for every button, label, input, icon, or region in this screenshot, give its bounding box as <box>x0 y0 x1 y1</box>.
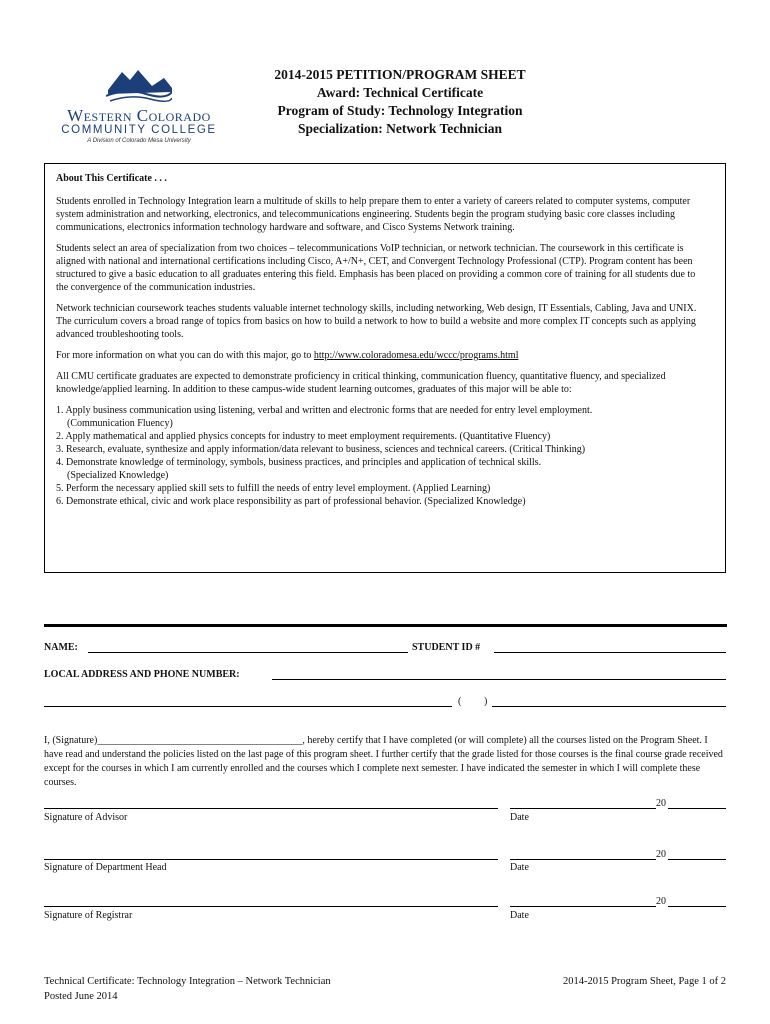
about-paragraph-3: Network technician coursework teaches students valuable internet technology skills, including networking, Web design, IT Essentials, Cabling, Java and UNIX. The curriculum covers a broad range of topics from basics on how to build a network to how to build a website and more complex IT concepts such as applying advanced troubleshooting tools. <box>56 303 697 340</box>
outcome-item: (Communication Fluency) <box>67 418 173 429</box>
outcome-item: 6. Demonstrate ethical, civic and work place responsibility as part of professional behavior. (Specialized Knowledge) <box>56 496 526 507</box>
outcome-item: 1. Apply business communication using listening, verbal and written and electronic forms that are needed for entry level employment. <box>56 405 593 416</box>
registrar-date-field[interactable] <box>510 906 656 907</box>
programs-link[interactable]: http://www.coloradomesa.edu/wccc/programs.html <box>313 350 519 361</box>
registrar-year-field[interactable] <box>668 906 726 907</box>
advisor-date-field[interactable] <box>510 808 656 809</box>
address-field-line-2[interactable] <box>44 706 452 707</box>
advisor-signature-label: Signature of Advisor <box>44 812 128 823</box>
address-label: LOCAL ADDRESS AND PHONE NUMBER: <box>44 669 240 680</box>
title-line-2: Award: Technical Certificate <box>316 85 484 100</box>
department-head-signature-label: Signature of Department Head <box>44 862 167 873</box>
department-head-year-prefix: 20 <box>656 849 666 860</box>
outcome-item: 5. Perform the necessary applied skill sets to fulfill the needs of entry level employment. (Applied Learning) <box>56 483 491 494</box>
phone-close-paren: ) <box>484 696 488 707</box>
footer-posted-date: Posted June 2014 <box>44 991 118 1002</box>
title-line-1: 2014-2015 PETITION/PROGRAM SHEET <box>274 67 526 82</box>
address-field[interactable] <box>272 679 726 680</box>
about-certificate-box <box>44 163 726 573</box>
more-info-text: For more information on what you can do with this major, go to <box>56 350 314 361</box>
department-head-signature-field[interactable] <box>44 859 498 860</box>
about-heading: About This Certificate . . . <box>56 173 167 184</box>
college-tagline: A Division of Colorado Mesa University <box>87 138 191 144</box>
registrar-signature-field[interactable] <box>44 906 498 907</box>
certification-statement: I, (Signature)_________________________________________, hereby certify that I have completed (or will complete) all the courses listed on the Program Sheet. I have read and understand the policies listed on the last page of this program sheet. I further certify that the grade listed for those courses is the final course grade received except for the courses in which I am currently enrolled and the courses which I complete next semester. I have indicated the semester in which I will complete these courses. <box>44 735 723 788</box>
advisor-year-field[interactable] <box>668 808 726 809</box>
department-head-date-label: Date <box>510 862 529 873</box>
advisor-date-label: Date <box>510 812 529 823</box>
student-id-label: STUDENT ID # <box>412 642 481 653</box>
title-line-4: Specialization: Network Technician <box>297 121 502 136</box>
outcome-item: 3. Research, evaluate, synthesize and apply information/data relevant to business, sciences and technical careers. (Critical Thinking) <box>56 444 586 455</box>
college-logo <box>44 68 234 148</box>
college-subname: COMMUNITY COLLEGE <box>61 124 217 136</box>
title-line-3: Program of Study: Technology Integration <box>277 103 523 118</box>
section-divider <box>44 624 727 627</box>
student-id-field[interactable] <box>494 652 726 653</box>
name-field[interactable] <box>88 652 408 653</box>
college-name: Western Colorado <box>67 106 211 125</box>
outcome-item: (Specialized Knowledge) <box>67 470 169 481</box>
phone-open-paren: ( <box>458 696 462 707</box>
advisor-signature-field[interactable] <box>44 808 498 809</box>
footer-page-info: 2014-2015 Program Sheet, Page 1 of 2 <box>562 976 726 987</box>
about-paragraph-2: Students select an area of specialization from two choices – telecommunications VoIP technician, or network technician. The coursework in this certificate is aligned with national and international certifications including Cisco, A+/N+, CET, and Convergent Technology Professional (CTP). Program content has been structured to give a basic education to all graduates entering this field. Emphasis has been placed on providing a common core of training for all students due to the convergence of the communication industries. <box>56 243 696 293</box>
registrar-signature-label: Signature of Registrar <box>44 910 133 921</box>
name-label: NAME: <box>44 642 78 653</box>
outcome-item: 2. Apply mathematical and applied physics concepts for industry to meet employment requirements. (Quantitative Fluency) <box>56 431 551 442</box>
registrar-year-prefix: 20 <box>656 896 666 907</box>
about-paragraph-5: All CMU certificate graduates are expected to demonstrate proficiency in critical thinking, communication fluency, quantitative fluency, and specialized knowledge/applied learning. In addition to these campus-wide student learning outcomes, graduates of this major will be able to: <box>56 371 666 395</box>
phone-field[interactable] <box>492 706 726 707</box>
registrar-date-label: Date <box>510 910 529 921</box>
department-head-year-field[interactable] <box>668 859 726 860</box>
outcome-item: 4. Demonstrate knowledge of terminology, symbols, business practices, and principles and application of technical skills. <box>56 457 542 468</box>
outcomes-list <box>56 404 706 508</box>
page-title <box>230 66 570 138</box>
footer-left <box>44 974 331 1004</box>
about-paragraph-4 <box>56 349 706 362</box>
about-paragraph-1: Students enrolled in Technology Integration learn a multitude of skills to help prepare them to enter a variety of careers related to computer systems, computer system administration and networking, electronics, and telecommunications engineering. Students begin the program studying basic core classes including communications, electronics information technology hardware and software, and Cisco Systems Network training. <box>56 196 691 233</box>
department-head-date-field[interactable] <box>510 859 656 860</box>
footer-program-title: Technical Certificate: Technology Integration – Network Technician <box>44 976 331 987</box>
advisor-year-prefix: 20 <box>656 798 666 809</box>
mountain-logo-icon <box>106 68 172 106</box>
